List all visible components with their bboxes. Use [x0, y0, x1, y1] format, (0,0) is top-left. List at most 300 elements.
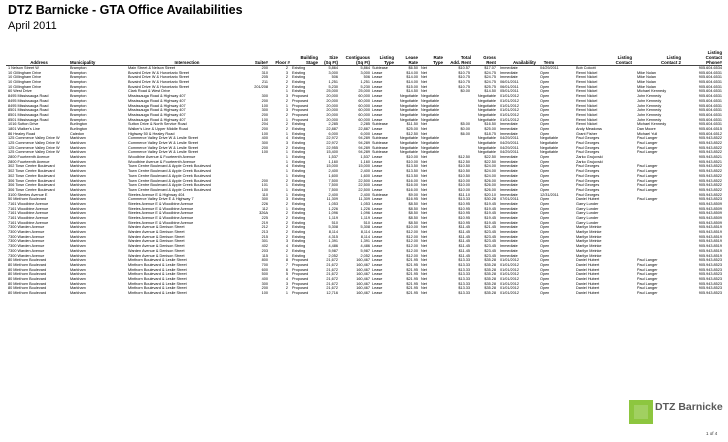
cell-contact: Bob Colcott	[576, 66, 596, 70]
cell-listing-type: Lease	[372, 201, 383, 206]
cell-availability: Immediate	[500, 216, 518, 220]
cell-term: Open	[540, 248, 550, 253]
cell-listing-type: Lease	[372, 70, 383, 75]
cell-lease-rate: Negotiable	[399, 145, 418, 150]
cell-intersection: Bovaird Drive W & Hurontario Street	[128, 75, 189, 80]
cell-term: Open	[540, 159, 550, 164]
cell-term: Open	[540, 131, 550, 136]
cell-contact: Marilyn Meinke	[576, 225, 602, 230]
column-header-line: Size	[329, 55, 338, 60]
cell-add-rent: $10.95	[458, 220, 470, 225]
cell-size: 22,972	[326, 141, 338, 145]
cell-contiguous: 22,500	[358, 183, 370, 188]
cell-rate-type: Net	[421, 258, 427, 263]
cell-rate-type: Negotiable	[421, 141, 440, 145]
cell-address: 80 Minthorn Boulevard	[8, 258, 47, 263]
cell-contiguous: 5,987	[360, 248, 370, 253]
cell-gross-rent: $26.00	[484, 187, 496, 192]
cell-contact: Renni Nickel	[576, 70, 598, 75]
cell-floor: 2	[285, 145, 288, 150]
cell-term: Open	[540, 112, 550, 117]
cell-contact: Marilyn Meinke	[576, 234, 602, 239]
cell-address: 3100 Steeles Avenue E	[8, 192, 48, 197]
column-header-line: Contact	[615, 60, 632, 65]
cell-size: 21,672	[326, 276, 338, 281]
cell-building-stage: Existing	[292, 131, 306, 136]
cell-address: 302 Town Centre Boulevard	[8, 173, 55, 178]
cell-building-stage: Existing	[292, 145, 306, 150]
cell-availability: 01/01/2012	[500, 98, 520, 103]
cell-size: 7,500	[328, 187, 338, 192]
cell-rate-type: Net	[421, 159, 427, 164]
cell-add-rent: $11.45	[458, 234, 470, 239]
table-row	[0, 291, 728, 296]
cell-intersection: Steeles Avenue E & Woodbine Avenue	[128, 201, 194, 206]
cell-building-stage: Existing	[292, 248, 306, 253]
cell-phone: 905.943.8522	[698, 169, 722, 174]
cell-rate-type: Net	[421, 234, 427, 239]
cell-phone: 905.943.8519	[698, 253, 722, 258]
cell-address: 2800 Fourteenth Avenue	[8, 159, 50, 164]
cell-add-rent: $13.33	[458, 258, 470, 263]
cell-contiguous: 160,467	[356, 291, 370, 295]
column-header-lease-rate	[394, 55, 418, 65]
cell-listing-type: Lease	[372, 117, 383, 122]
cell-suite: 300	[261, 197, 268, 202]
cell-lease-rate: Negotiable	[399, 112, 418, 117]
cell-intersection: Walker's Line & Upper Middle Road	[128, 126, 188, 131]
cell-phone: 905.604.6531	[698, 117, 722, 122]
cell-building-stage: Existing	[292, 80, 306, 85]
cell-intersection: Minthorn Boulevard & Leslie Street	[128, 286, 187, 291]
cell-phone: 905.943.8521	[698, 159, 722, 164]
cell-size: 15,400	[326, 150, 338, 155]
cell-floor: 3	[285, 281, 288, 286]
cell-intersection: Bovaird Drive W & Hurontario Street	[128, 80, 189, 85]
cell-lease-rate: $16.95	[406, 197, 418, 202]
column-header-add-rent	[444, 55, 471, 65]
cell-suite: 225	[261, 216, 268, 220]
cell-phone: 905.943.8522	[698, 187, 722, 192]
cell-contiguous: 2,285	[360, 122, 370, 127]
cell-building-stage: Existing	[292, 150, 306, 155]
cell-address: 2800 Fourteenth Avenue	[8, 155, 50, 160]
cell-gross-rent: $19.45	[484, 216, 496, 220]
cell-contact: Daniel Hubert	[576, 276, 600, 281]
cell-suite: 200	[261, 178, 268, 183]
cell-size: 6,000	[328, 131, 338, 136]
cell-address: 125 Commerce Valley Drive W	[8, 150, 60, 155]
cell-add-rent: $10.00	[458, 178, 470, 183]
cell-municipality: Markham	[70, 216, 86, 220]
cell-lease-rate: $13.50	[406, 169, 418, 174]
cell-lease-rate: $12.00	[406, 239, 418, 244]
cell-suite: 600	[261, 267, 268, 272]
cell-lease-rate: $13.50	[406, 173, 418, 178]
cell-listing-type: Lease	[372, 286, 383, 291]
cell-listing-type: Sublease	[372, 122, 388, 127]
cell-lease-rate: $12.00	[406, 244, 418, 249]
cell-size: 7,500	[328, 183, 338, 188]
cell-suite: 100	[261, 117, 268, 122]
cell-availability: Immediate	[500, 220, 518, 225]
cell-floor: 7	[285, 262, 288, 267]
cell-intersection: Steeles Avenue E & Woodbine Avenue	[128, 206, 194, 211]
cell-address: 125 Commerce Valley Drive W	[8, 136, 60, 141]
cell-listing-type: Lease	[372, 211, 383, 216]
cell-phone: 905.943.8522	[698, 145, 722, 150]
cell-availability: 01/01/2012	[500, 117, 520, 122]
cell-listing-type: Lease	[372, 80, 383, 85]
cell-contiguous: 22,887	[358, 126, 370, 131]
cell-term: Negotiable	[540, 141, 559, 145]
cell-suite: 500	[261, 272, 268, 277]
cell-size: 3,000	[328, 70, 338, 75]
cell-term: Open	[540, 183, 550, 188]
cell-municipality: Brampton	[70, 80, 87, 85]
cell-building-stage: Existing	[292, 89, 306, 94]
cell-add-rent: $13.33	[458, 262, 470, 267]
cell-add-rent: $10.00	[458, 183, 470, 188]
cell-contact: Renni Nickel	[576, 75, 598, 80]
cell-size: 22,955	[326, 145, 338, 150]
cell-lease-rate: $8.50	[408, 211, 418, 216]
cell-building-stage: Existing	[292, 244, 306, 249]
cell-gross-rent: $23.45	[484, 244, 496, 249]
cell-listing-type: Lease	[372, 262, 383, 267]
cell-suite: 215	[261, 234, 268, 239]
cell-building-stage: Proposed	[292, 291, 309, 295]
cell-add-rent: $10.50	[458, 164, 470, 169]
cell-add-rent: $13.33	[458, 267, 470, 272]
cell-gross-rent: $35.28	[484, 272, 496, 277]
cell-listing-type: Lease	[372, 216, 383, 220]
cell-municipality: Markham	[70, 248, 86, 253]
column-header-line: Lease	[405, 55, 418, 60]
cell-gross-rent: $18.75	[484, 131, 496, 136]
cell-lease-rate: $8.50	[408, 220, 418, 225]
cell-municipality: Markham	[70, 150, 86, 155]
cell-contact: Paul Georges	[576, 169, 600, 174]
cell-municipality: Markham	[70, 141, 86, 145]
cell-rate-type: Net	[421, 225, 427, 230]
cell-gross-rent: $22.50	[484, 155, 496, 160]
cell-gross-rent: $17.07	[484, 66, 496, 70]
cell-phone: 905.943.8522	[698, 141, 722, 145]
cell-municipality: Markham	[70, 178, 86, 183]
cell-floor: 2	[285, 216, 288, 220]
cell-gross-rent: $35.28	[484, 291, 496, 295]
cell-rate-type: Net	[421, 201, 427, 206]
cell-municipality: Markham	[70, 272, 86, 277]
cell-intersection: Commerce Valley Drive W & Leslie Street	[128, 141, 198, 145]
cell-lease-rate: $21.95	[406, 258, 418, 263]
cell-building-stage: Existing	[292, 197, 306, 202]
cell-term: Open	[540, 122, 550, 127]
cell-floor: 3	[285, 94, 288, 99]
cell-term: Open	[540, 267, 550, 272]
cell-size: 21,672	[326, 281, 338, 286]
cell-lease-rate: $14.50	[406, 89, 418, 94]
cell-suite: 300	[261, 94, 268, 99]
cell-lease-rate: $21.95	[406, 276, 418, 281]
cell-contact-2: John Kennedy	[637, 94, 662, 99]
cell-contact: Renni Nickel	[576, 117, 598, 122]
cell-contact: Garry Lunder	[576, 201, 599, 206]
cell-contiguous: 94,289	[358, 141, 370, 145]
cell-term: Open	[540, 187, 550, 192]
cell-gross-rent: $19.45	[484, 220, 496, 225]
cell-contiguous: 8,114	[360, 234, 370, 239]
cell-building-stage: Existing	[292, 234, 306, 239]
cell-municipality: Brampton	[70, 108, 87, 113]
cell-rate-type: Net	[421, 169, 427, 174]
cell-floor: 2	[285, 75, 288, 80]
cell-listing-type: Lease	[372, 248, 383, 253]
cell-floor: 1	[285, 103, 288, 108]
cell-add-rent: $13.33	[458, 276, 470, 281]
page-subtitle: April 2011	[8, 20, 57, 32]
cell-municipality: Markham	[70, 225, 86, 230]
cell-intersection: Woodbine Avenue & Fourteenth Avenue	[128, 159, 196, 164]
cell-gross-rent: $25.00	[484, 126, 496, 131]
cell-floor: 8	[285, 258, 288, 263]
cell-contact-2: Paul Langer	[637, 145, 658, 150]
cell-listing-type: Lease	[372, 178, 383, 183]
cell-phone: 905.943.8519	[698, 244, 722, 249]
column-header-phone	[688, 50, 722, 65]
cell-lease-rate: $21.95	[406, 272, 418, 277]
cell-size: 25,000	[326, 89, 338, 94]
cell-lease-rate: $16.00	[406, 178, 418, 183]
cell-address: 60 West Drive	[8, 89, 32, 94]
column-header-line: Floor #	[275, 60, 290, 65]
cell-add-rent: $13.33	[458, 286, 470, 291]
cell-intersection: Bovaird Drive W & Hurontario Street	[128, 70, 189, 75]
cell-lease-rate: $21.95	[406, 267, 418, 272]
cell-phone: 905.604.6515	[698, 126, 722, 131]
cell-suite: 400	[261, 136, 268, 141]
cell-contact-2: Paul Langer	[637, 178, 658, 183]
cell-suite: 402	[261, 244, 268, 249]
cell-size: 15,000	[326, 164, 338, 169]
cell-size: 21,672	[326, 267, 338, 272]
cell-phone: 905.943.8523	[698, 267, 722, 272]
cell-intersection: Minthorn Boulevard & Leslie Street	[128, 272, 187, 277]
cell-listing-type: Lease	[372, 276, 383, 281]
cell-phone: 905.604.6531	[698, 108, 722, 113]
cell-intersection: Commerce Valley Drive W & Leslie Street	[128, 136, 198, 141]
cell-size: 20,000	[326, 94, 338, 99]
cell-listing-type: Lease	[372, 225, 383, 230]
cell-suite: 226	[261, 201, 268, 206]
cell-availability: 01/01/2012	[500, 258, 520, 263]
cell-size: 12,716	[326, 291, 338, 295]
cell-address: 10 Gillingham Drive	[8, 84, 42, 89]
cell-contact: Grant Fisher	[576, 131, 598, 136]
cell-contact: Daniel Hubert	[576, 286, 600, 291]
cell-building-stage: Proposed	[292, 103, 309, 108]
cell-size: 4,486	[328, 244, 338, 249]
cell-term: Open	[540, 276, 550, 281]
cell-gross-rent: $24.00	[484, 169, 496, 174]
cell-rate-type: Net	[421, 253, 427, 258]
cell-contact: Garry Lunder	[576, 211, 599, 216]
cell-contiguous: 160,467	[356, 281, 370, 286]
cell-gross-rent: $26.00	[484, 183, 496, 188]
column-header-line: (Sq Ft)	[356, 60, 370, 65]
cell-municipality: Burlington	[70, 126, 88, 131]
cell-phone: 905.943.8509	[698, 211, 722, 216]
cell-intersection: Town Centre Boulevard & Apple Creek Boulevard	[128, 173, 211, 178]
column-header-rate-type	[419, 55, 443, 65]
cell-address: 7161 Woodbine Avenue	[8, 201, 49, 206]
cell-lease-rate: $12.50	[406, 131, 418, 136]
cell-intersection: Warden Avenue & Denison Street	[128, 234, 185, 239]
cell-municipality: Markham	[70, 173, 86, 178]
column-header-line: Add. Rent	[450, 60, 471, 65]
cell-contact-2: Paul Langer	[637, 281, 658, 286]
cell-size: 5,864	[328, 66, 338, 70]
cell-phone: 905.943.8523	[698, 262, 722, 267]
cell-contact-2: John Kennedy	[637, 108, 662, 113]
cell-add-rent: $6.00	[460, 131, 470, 136]
cell-term: Open	[540, 173, 550, 178]
cell-rate-type: Net	[421, 276, 427, 281]
cell-suite: 115	[261, 253, 268, 258]
cell-phone: 905.943.8523	[698, 276, 722, 281]
cell-building-stage: Existing	[292, 75, 306, 80]
cell-suite: 100	[261, 291, 268, 295]
cell-suite: 219	[261, 220, 268, 225]
cell-term: Open	[540, 220, 550, 225]
cell-contact: Paul Georges	[576, 141, 600, 145]
cell-add-rent: $10.95	[458, 216, 470, 220]
cell-availability: 01/01/2012	[500, 281, 520, 286]
cell-intersection: Warden Avenue & Denison Street	[128, 230, 185, 235]
cell-phone: 905.604.6531	[698, 80, 722, 85]
cell-floor: 4	[285, 164, 288, 169]
cell-suite: 800	[261, 258, 268, 263]
cell-contact-2: Mike Nolan	[637, 75, 656, 80]
cell-listing-type: Lease	[372, 164, 383, 169]
cell-listing-type: Lease	[372, 258, 383, 263]
cell-availability: 07/01/2011	[500, 197, 519, 202]
cell-listing-type: Lease	[372, 98, 383, 103]
cell-lease-rate: $14.00	[406, 80, 418, 85]
cell-contiguous: 3,000	[360, 70, 370, 75]
cell-contact: Zarko Grujovski	[576, 159, 603, 164]
cell-municipality: Markham	[70, 262, 86, 267]
cell-contiguous: 60,000	[358, 103, 370, 108]
cell-contact-2: Paul Langer	[637, 136, 658, 141]
cell-listing-type: Lease	[372, 75, 383, 80]
cell-address: 1016 Sutton Drive	[8, 122, 39, 127]
cell-phone: 905.604.6531	[698, 84, 722, 89]
cell-gross-rent: Negotiable	[477, 150, 496, 155]
cell-intersection: Town Centre Boulevard & Apple Creek Boulevard	[128, 169, 211, 174]
cell-rate-type: Net	[421, 248, 427, 253]
cell-suite: 200	[261, 126, 268, 131]
cell-contiguous: 160,467	[356, 258, 370, 263]
cell-availability: Immediate	[500, 211, 518, 216]
cell-add-rent: $13.33	[458, 291, 470, 295]
cell-contact: Renni Nickel	[576, 84, 598, 89]
cell-contact-2: Mike Nolan	[637, 70, 656, 75]
cell-contiguous: 60,000	[358, 94, 370, 99]
cell-add-rent: $11.45	[458, 244, 470, 249]
cell-intersection: Warden Avenue & Denison Street	[128, 244, 185, 249]
cell-building-stage: Existing	[292, 183, 306, 188]
cell-term: Negotiable	[540, 145, 559, 150]
cell-address: 80 Minthorn Boulevard	[8, 276, 47, 281]
cell-rate-type: Net	[421, 187, 427, 192]
cell-term: Open	[540, 291, 550, 295]
cell-floor: 3	[285, 70, 288, 75]
cell-contiguous: 22,500	[358, 178, 370, 183]
cell-listing-type: Sublease	[372, 66, 388, 70]
cell-address: 306 Town Centre Boulevard	[8, 183, 55, 188]
column-header-line: Rate	[408, 60, 418, 65]
cell-phone: 905.943.8509	[698, 216, 722, 220]
cell-address: 7161 Woodbine Avenue	[8, 220, 49, 225]
cell-contiguous: 1,391	[360, 239, 370, 244]
cell-contact: Daniel Hubert	[576, 258, 600, 263]
cell-term: Open	[540, 225, 550, 230]
cell-floor: 1	[285, 291, 288, 295]
cell-availability: 01/01/2012	[500, 94, 520, 99]
cell-building-stage: Existing	[292, 225, 306, 230]
cell-rate-type: Net	[421, 89, 427, 94]
cell-phone: 905.943.8523	[698, 258, 722, 263]
cell-add-rent: $10.95	[458, 201, 470, 206]
cell-intersection: Minthorn Boulevard & Leslie Street	[128, 281, 187, 286]
cell-contact-2: Paul Langer	[637, 183, 658, 188]
cell-availability: Immediate	[500, 70, 518, 75]
cell-intersection: Steeles Avenue E & Woodbine Avenue	[128, 220, 194, 225]
cell-floor: 2	[285, 225, 288, 230]
column-header-line: Phone#	[706, 60, 722, 65]
cell-availability: Immediate	[500, 206, 518, 211]
cell-size: 22,887	[326, 126, 338, 131]
cell-listing-type: Lease	[372, 244, 383, 249]
cell-phone: 905.943.8519	[698, 234, 722, 239]
cell-municipality: Markham	[70, 201, 86, 206]
cell-contact: Garry Lunder	[576, 220, 599, 225]
cell-address: 10 Gillingham Drive	[8, 70, 42, 75]
cell-floor: 1	[285, 253, 288, 258]
cell-contiguous: 5,308	[360, 225, 370, 230]
cell-term: Open	[540, 84, 550, 89]
cell-lease-rate: $21.95	[406, 286, 418, 291]
cell-municipality: Markham	[70, 211, 86, 216]
cell-availability: 01/01/2012	[500, 272, 520, 277]
cell-building-stage: Proposed	[292, 267, 309, 272]
cell-term: Open	[540, 234, 550, 239]
cell-contact: Garry Lunder	[576, 216, 599, 220]
cell-size: 1,391	[328, 239, 338, 244]
cell-term: Open	[540, 126, 550, 131]
cell-term: Open	[540, 103, 550, 108]
cell-gross-rent: $23.45	[484, 234, 496, 239]
cell-contact-2: John Kennedy	[637, 117, 662, 122]
cell-contiguous: 60,000	[358, 117, 370, 122]
cell-address: 306 Town Centre Boulevard	[8, 178, 55, 183]
cell-phone: 905.943.8523	[698, 272, 722, 277]
cell-floor: 1	[285, 183, 288, 188]
cell-add-rent: $11.45	[458, 230, 470, 235]
cell-size: 5,987	[328, 248, 338, 253]
